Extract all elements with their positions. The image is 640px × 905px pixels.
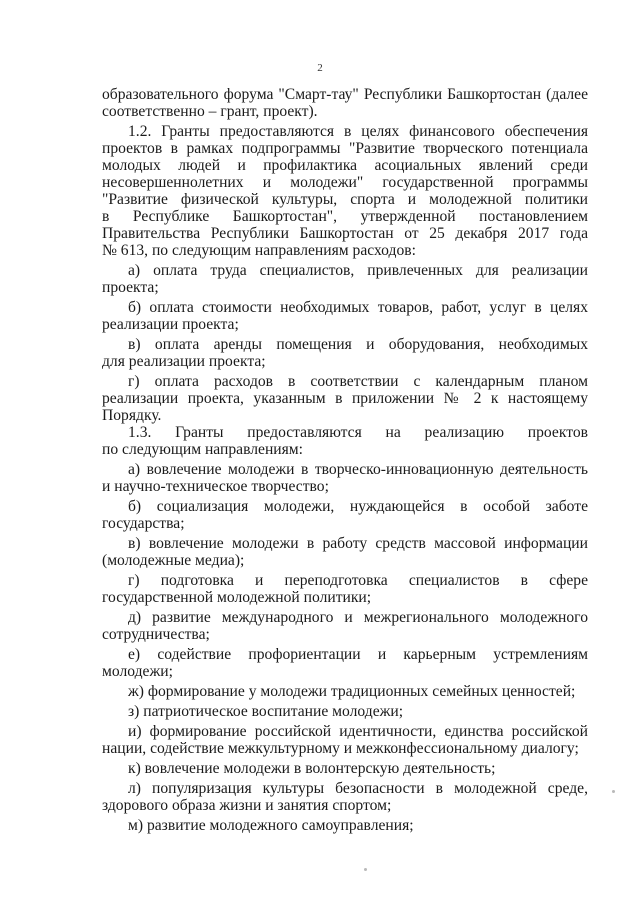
text-line: несовершеннолетних и молодежи" государственной программы — [102, 174, 588, 191]
text-line: нации, содействие межкультурному и межконфессиональному диалогу; — [102, 740, 579, 757]
text-line: здорового образа жизни и занятия спортом; — [102, 797, 392, 814]
page-number: 2 — [317, 62, 323, 74]
text-line: для реализации проекта; — [102, 353, 266, 370]
text-line: сотрудничества; — [102, 626, 210, 643]
text-line: к) вовлечение молодежи в волонтерскую деятельность; — [128, 760, 496, 777]
text-line: государственной молодежной политики; — [102, 589, 372, 606]
text-line: 1.2. Гранты предоставляются в целях финансового обеспечения — [128, 123, 588, 140]
text-line: молодежи; — [102, 663, 173, 680]
text-line: м) развитие молодежного самоуправления; — [128, 817, 414, 834]
scan-speck — [364, 868, 367, 871]
text-line: з) патриотическое воспитание молодежи; — [128, 703, 404, 720]
text-line: молодых людей и профилактика асоциальных явлений среди — [102, 157, 588, 174]
text-line: реализации проекта, указанным в приложении № 2 к настоящему — [102, 390, 588, 407]
text-line: е) содействие профориентации и карьерным устремлениям — [128, 646, 588, 663]
text-line: а) оплата труда специалистов, привлеченных для реализации — [128, 262, 588, 279]
text-line: в) оплата аренды помещения и оборудования, необходимых — [128, 336, 588, 353]
text-line: проекта; — [102, 279, 159, 296]
text-line: и научно-техническое творчество; — [102, 478, 329, 495]
text-line: и) формирование российской идентичности, единства российской — [128, 723, 588, 740]
text-line: б) социализация молодежи, нуждающейся в особой заботе — [128, 498, 588, 515]
text-line: соответственно – грант, проект). — [102, 103, 318, 120]
text-line: 1.3. Гранты предоставляются на реализацию проектов — [128, 424, 588, 441]
text-line: государства; — [102, 515, 185, 532]
text-line: г) оплата расходов в соответствии с календарным планом — [128, 373, 588, 390]
text-line: л) популяризация культуры безопасности в молодежной среде, — [128, 780, 588, 797]
text-line: по следующим направлениям: — [102, 441, 304, 458]
text-line: а) вовлечение молодежи в творческо-инновационную деятельность — [128, 461, 588, 478]
text-line: Правительства Республики Башкортостан от 25 декабря 2017 года — [102, 225, 588, 242]
scan-speck — [612, 790, 615, 793]
text-line: № 613, по следующим направлениям расходов: — [102, 242, 416, 259]
text-line: проектов в рамках подпрограммы "Развитие творческого потенциала — [102, 140, 588, 157]
text-line: д) развитие международного и межрегионального молодежного — [128, 609, 588, 626]
text-line: ж) формирование у молодежи традиционных семейных ценностей; — [128, 683, 576, 700]
text-line: в) вовлечение молодежи в работу средств массовой информации — [128, 535, 588, 552]
text-line: образовательного форума "Смарт-тау" Республики Башкортостан (далее — [102, 86, 588, 103]
text-line: (молодежные медиа); — [102, 552, 245, 569]
text-line: реализации проекта; — [102, 316, 239, 333]
text-line: г) подготовка и переподготовка специалистов в сфере — [128, 572, 588, 589]
text-line: "Развитие физической культуры, спорта и молодежной политики — [102, 191, 588, 208]
text-line: Порядку. — [102, 407, 162, 424]
document-body — [102, 86, 588, 834]
text-line: в Республике Башкортостан", утвержденной постановлением — [102, 208, 588, 225]
text-line: б) оплата стоимости необходимых товаров, работ, услуг в целях — [128, 299, 588, 316]
